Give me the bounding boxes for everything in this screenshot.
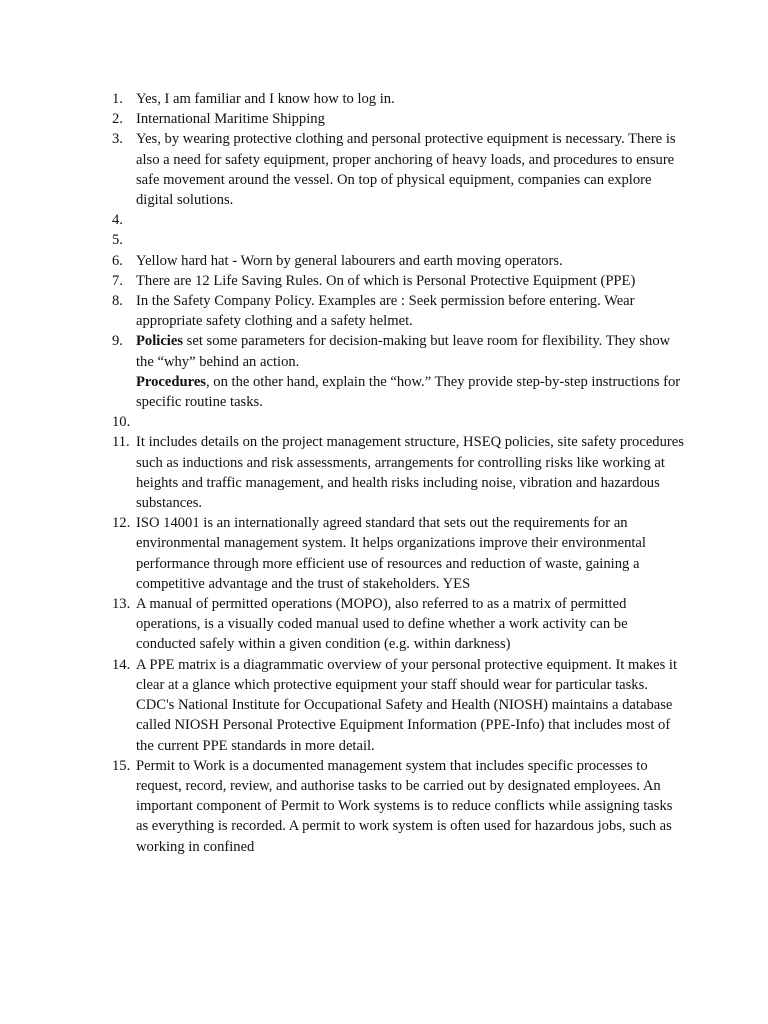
item-number: 9.	[112, 333, 123, 350]
item-text	[136, 210, 686, 230]
item-text: Yes, by wearing protective clothing and personal protective equipment is necessary. There is also a need for safety equipment, proper anchoring of heavy loads, and procedures to ensure safe movement around the vessel. On top of physical equipment, companies can explore digital solutions.	[136, 131, 676, 209]
policies-paragraph	[136, 331, 686, 371]
item-number: 6.	[112, 252, 123, 269]
item-number: 12.	[112, 515, 131, 532]
item-number: 14.	[112, 656, 131, 673]
item-text: A manual of permitted operations (MOPO), also referred to as a matrix of permitted operations, is a visually coded manual used to define whether a work activity can be conducted safely within a given condition (e.g. within darkness)	[136, 596, 628, 653]
item-text: A PPE matrix is a diagrammatic overview of your personal protective equipment. It makes it clear at a glance which protective equipment your staff should wear for particular tasks. CDC's National Institute for Occupational Safety and Health (NIOSH) maintains a database called NIOSH Personal Protective Equipment Information (PPE-Info) that includes most of the current PPE standards in more detail.	[136, 656, 678, 754]
item-number: 5.	[112, 232, 123, 249]
item-text	[136, 412, 686, 432]
procedures-paragraph	[136, 372, 686, 412]
item-text: Yellow hard hat - Worn by general labourers and earth moving operators.	[136, 252, 563, 269]
item-number: 1.	[112, 91, 123, 107]
item-text: International Maritime Shipping	[136, 111, 325, 128]
list-item-13	[0, 594, 686, 655]
item-text: Permit to Work is a documented management system that includes specific processes to request, record, review, and authorise tasks to be carried out by designated employees. An important component of Permit to Work systems is to reduce conflicts while assigning tasks as everything is recorded. A permit to work system is often used for hazardous jobs, such as working in confined	[136, 757, 673, 855]
policies-term: Policies	[136, 333, 184, 350]
item-text: It includes details on the project management structure, HSEQ policies, site safety procedures such as inductions and risk assessments, arrangements for controlling risks like working at heights and traffic management, and health risks including noise, vibration and hazardous substances.	[136, 434, 684, 512]
policies-text: set some parameters for decision-making but leave room for flexibility. They show the “why” behind an action.	[136, 333, 671, 370]
item-number: 10.	[112, 414, 131, 431]
item-text: There are 12 Life Saving Rules. On of which is Personal Protective Equipment (PPE)	[136, 272, 636, 289]
list-item-7	[0, 271, 686, 291]
list-item-14	[0, 655, 686, 756]
item-text: In the Safety Company Policy. Examples are : Seek permission before entering. Wear appropriate safety clothing and a safety helmet.	[136, 293, 635, 330]
item-number: 3.	[112, 131, 123, 148]
document-page	[0, 89, 768, 857]
item-number: 13.	[112, 596, 131, 613]
procedures-text: , on the other hand, explain the “how.” They provide step-by-step instructions for specific routine tasks.	[136, 373, 681, 411]
list-item-9	[0, 331, 686, 412]
item-number: 15.	[112, 757, 131, 774]
list-item-5	[0, 230, 686, 250]
list-item-1	[0, 89, 686, 109]
item-text: Yes, I am familiar and I know how to log in.	[136, 91, 395, 107]
list-item-15	[0, 756, 686, 857]
list-item-11	[0, 432, 686, 513]
list-item-10	[0, 412, 686, 432]
procedures-term: Procedures	[136, 373, 206, 390]
item-number: 11.	[112, 434, 130, 451]
list-item-3	[0, 129, 686, 210]
item-text	[136, 230, 686, 250]
list-item-8	[0, 291, 686, 331]
list-item-6	[0, 251, 686, 271]
list-item-12	[0, 513, 686, 594]
item-number: 2.	[112, 111, 123, 128]
item-text: ISO 14001 is an internationally agreed standard that sets out the requirements for an environmental management system. It helps organizations improve their environmental performance through more efficient use of resources and reduction of waste, gaining a competitive advantage and the trust of stakeholders. YES	[136, 515, 646, 592]
list-item-2	[0, 109, 686, 129]
list-item-4	[0, 210, 686, 230]
item-number: 8.	[112, 293, 123, 310]
item-number: 7.	[112, 272, 123, 289]
item-number: 4.	[112, 212, 123, 229]
